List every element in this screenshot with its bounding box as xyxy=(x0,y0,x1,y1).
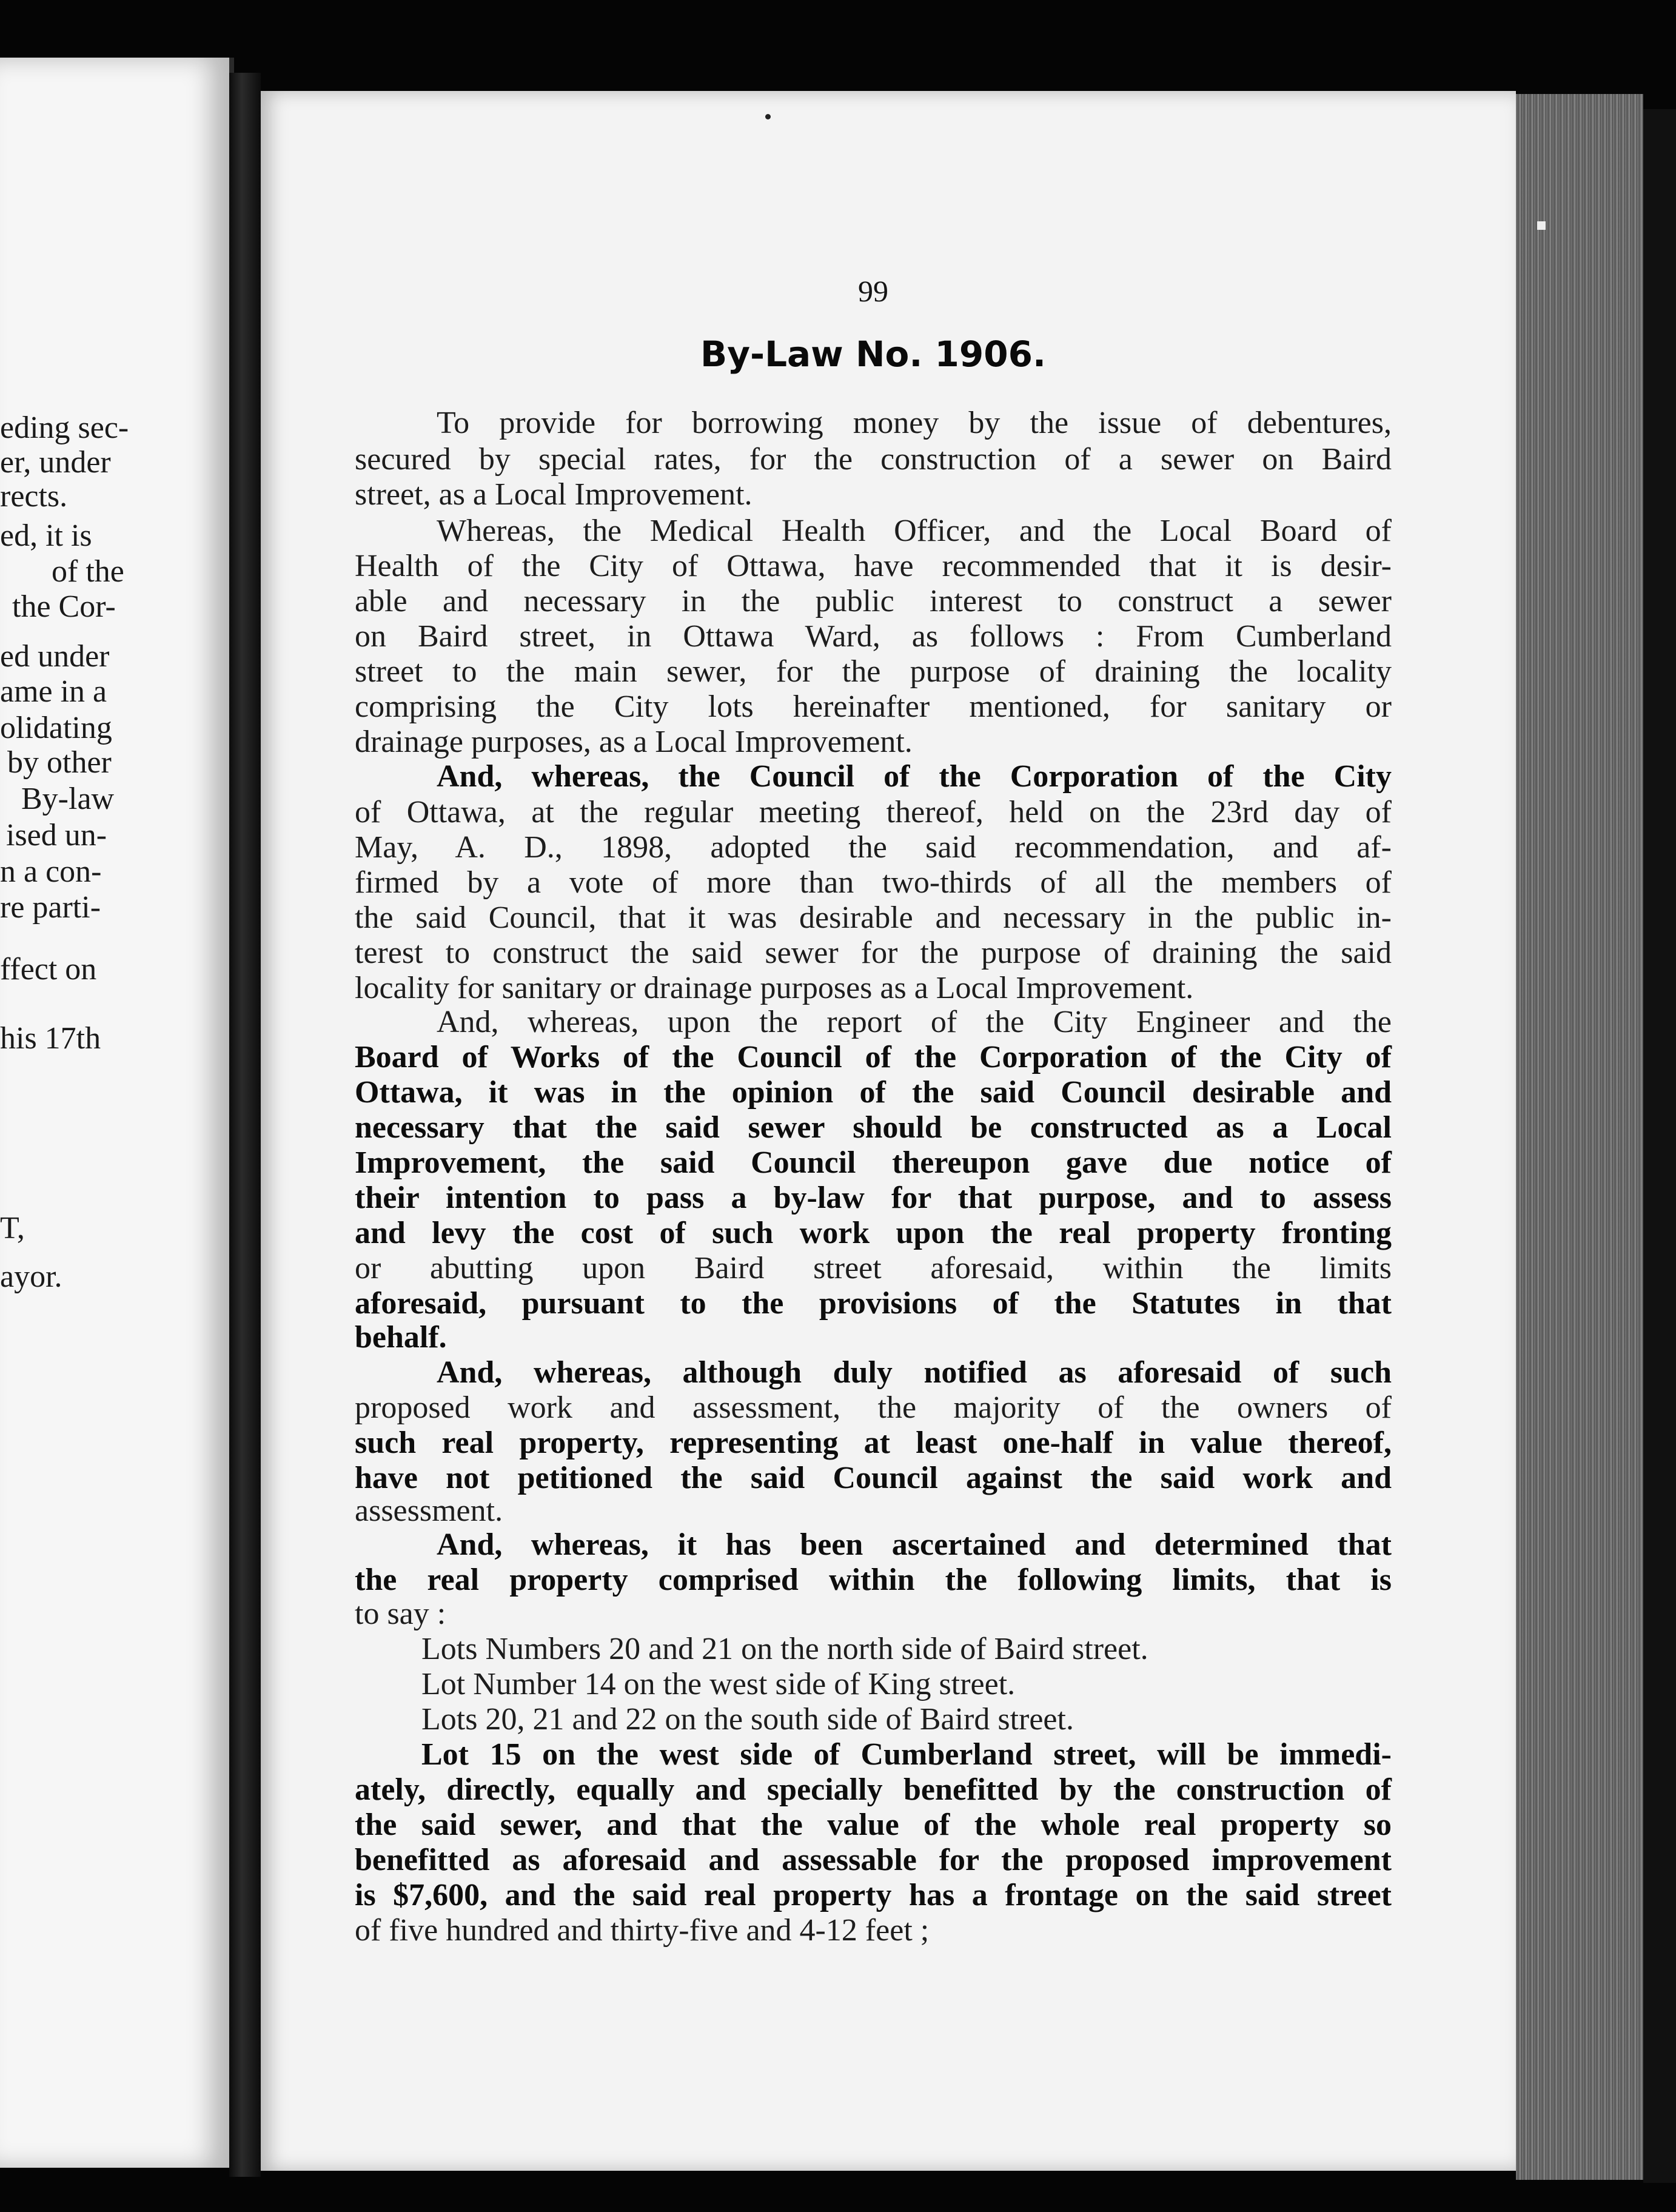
text-line: behalf. xyxy=(355,1320,447,1355)
text-line: Board of Works of the Council of the Corporation of the City of xyxy=(355,1040,1392,1074)
text-line: of five hundred and thirty-five and 4-12 feet ; xyxy=(355,1913,930,1948)
text-line: their intention to pass a by-law for that purpose, and to assess xyxy=(355,1181,1392,1215)
text-line: to say : xyxy=(355,1597,446,1631)
left-page-line: ffect on xyxy=(0,952,97,987)
text-line: And, whereas, although duly notified as aforesaid of such xyxy=(437,1355,1392,1390)
text-line: locality for sanitary or drainage purposes as a Local Improvement. xyxy=(355,971,1194,1005)
left-page-line: er, under xyxy=(0,445,111,480)
text-line: the said Council, that it was desirable and necessary in the public in- xyxy=(355,900,1392,935)
left-page-line: ame in a xyxy=(0,674,107,709)
left-page-line: the Cor- xyxy=(12,589,116,624)
left-page-line: eding sec- xyxy=(0,411,129,445)
text-line: Health of the City of Ottawa, have recommended that it is desir- xyxy=(355,549,1392,583)
book-gutter xyxy=(229,73,261,2177)
text-line: And, whereas, upon the report of the City Engineer and the xyxy=(437,1005,1392,1039)
left-page-line: of the xyxy=(52,554,124,589)
lot-line: Lots 20, 21 and 22 on the south side of Baird street. xyxy=(421,1702,1074,1737)
left-page-line: T, xyxy=(0,1211,25,1245)
left-page-line: olidating xyxy=(0,711,112,745)
left-page-line: his 17th xyxy=(0,1021,101,1056)
text-line: Lot 15 on the west side of Cumberland street, will be immedi- xyxy=(421,1737,1392,1772)
text-line: necessary that the said sewer should be constructed as a Local xyxy=(355,1110,1392,1145)
text-line: And, whereas, it has been ascertained and determined that xyxy=(437,1527,1392,1562)
text-line: such real property, representing at least one-half in value thereof, xyxy=(355,1426,1392,1460)
text-line: of Ottawa, at the regular meeting thereof, held on the 23rd day of xyxy=(355,795,1392,830)
text-line: or abutting upon Baird street aforesaid, within the limits xyxy=(355,1251,1392,1285)
left-page-line: By-law xyxy=(21,782,115,816)
text-line: Improvement, the said Council thereupon gave due notice of xyxy=(355,1145,1392,1180)
left-page-line: ed, it is xyxy=(0,518,92,553)
left-page-line: re parti- xyxy=(0,890,101,925)
speck xyxy=(765,114,771,119)
text-line: May, A. D., 1898, adopted the said recommendation, and af- xyxy=(355,830,1392,865)
page-edge-shadow xyxy=(1643,109,1676,2183)
left-page-line: by other xyxy=(7,745,112,780)
lot-line: Lots Numbers 20 and 21 on the north side of Baird street. xyxy=(421,1632,1148,1666)
text-line: assessment. xyxy=(355,1493,503,1528)
text-line: have not petitioned the said Council against the said work and xyxy=(355,1461,1392,1495)
left-page-line: n a con- xyxy=(0,854,102,889)
text-line: secured by special rates, for the construction of a sewer on Baird xyxy=(355,442,1392,477)
page-number: 99 xyxy=(858,274,888,308)
text-line: the real property comprised within the following limits, that is xyxy=(355,1563,1392,1597)
text-line: on Baird street, in Ottawa Ward, as follows : From Cumberland xyxy=(355,619,1392,654)
text-line: able and necessary in the public interest to construct a sewer xyxy=(355,584,1392,618)
text-line: To provide for borrowing money by the issue of debentures, xyxy=(437,406,1392,440)
left-page-line: ayor. xyxy=(0,1259,62,1294)
text-line: aforesaid, pursuant to the provisions of the Statutes in that xyxy=(355,1286,1392,1321)
left-facing-page xyxy=(0,58,234,2168)
text-line: comprising the City lots hereinafter mentioned, for sanitary or xyxy=(355,689,1392,724)
text-line: the said sewer, and that the value of the whole real property so xyxy=(355,1808,1392,1842)
text-line: ately, directly, equally and specially benefitted by the construction of xyxy=(355,1772,1392,1807)
left-page-line: ed under xyxy=(0,639,110,674)
text-line: terest to construct the said sewer for the purpose of draining the said xyxy=(355,936,1392,970)
text-line: And, whereas, the Council of the Corporation of the City xyxy=(437,759,1392,794)
text-line: benefitted as aforesaid and assessable for the proposed improvement xyxy=(355,1843,1392,1877)
speck xyxy=(1537,221,1546,230)
text-line: drainage purposes, as a Local Improvement. xyxy=(355,725,913,759)
text-line: and levy the cost of such work upon the real property fronting xyxy=(355,1216,1392,1250)
lot-line: Lot Number 14 on the west side of King street. xyxy=(421,1667,1016,1701)
text-line: street to the main sewer, for the purpose of draining the locality xyxy=(355,654,1392,689)
text-line: firmed by a vote of more than two-thirds of all the members of xyxy=(355,865,1392,900)
bylaw-title: By-Law No. 1906. xyxy=(700,333,1047,375)
left-page-line: rects. xyxy=(0,479,68,514)
text-line: is $7,600, and the said real property has a frontage on the said street xyxy=(355,1878,1392,1912)
text-line: proposed work and assessment, the majority of the owners of xyxy=(355,1390,1392,1425)
left-page-line: ised un- xyxy=(6,818,107,853)
text-line: Whereas, the Medical Health Officer, and the Local Board of xyxy=(437,514,1392,548)
text-line: street, as a Local Improvement. xyxy=(355,477,753,512)
text-line: Ottawa, it was in the opinion of the said Council desirable and xyxy=(355,1075,1392,1110)
page-edges xyxy=(1516,94,1643,2180)
